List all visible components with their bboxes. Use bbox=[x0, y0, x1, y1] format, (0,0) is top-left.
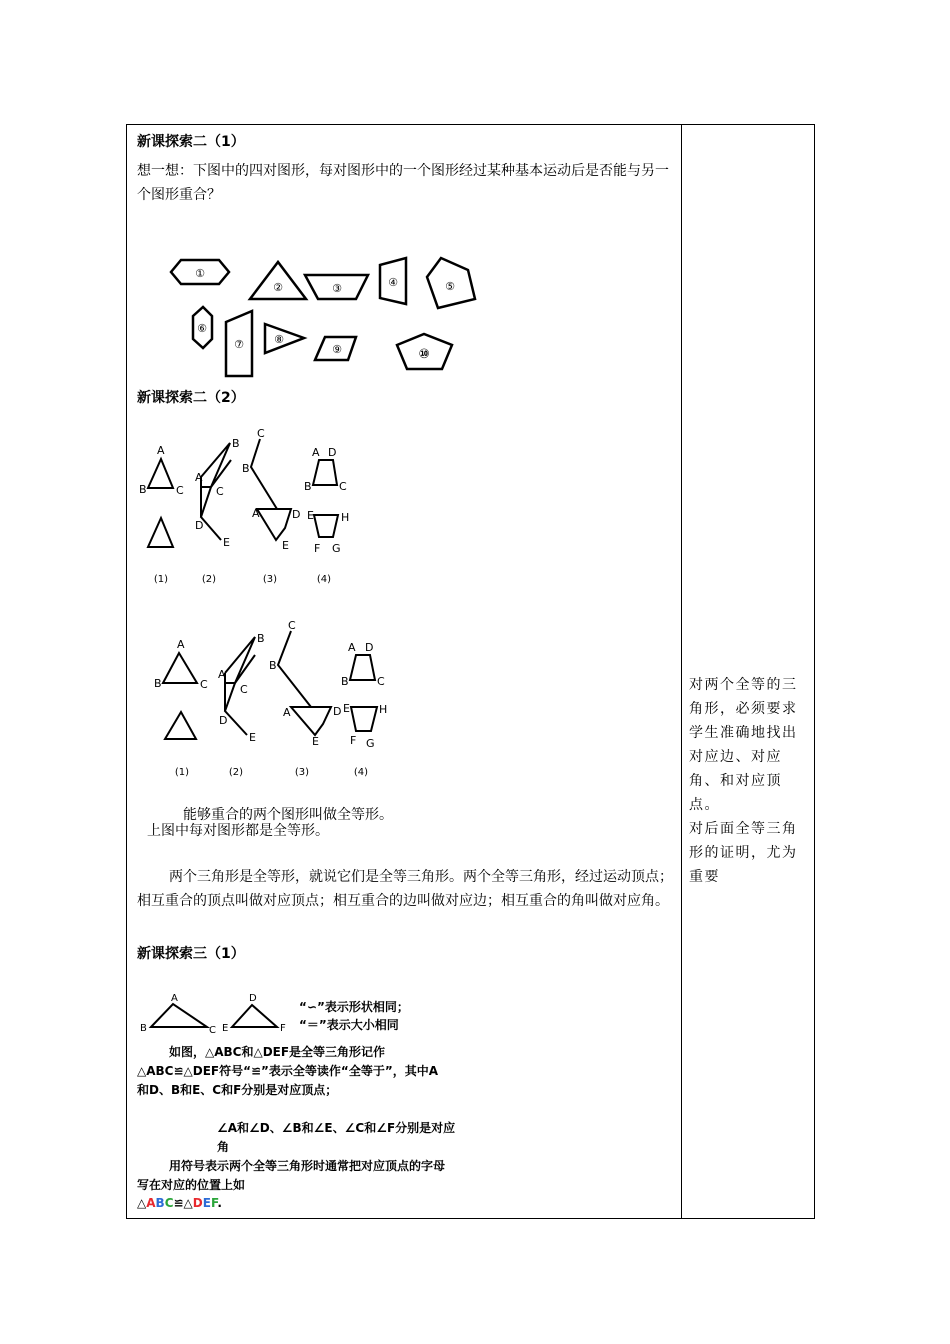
fig4-vertex-d: D bbox=[328, 446, 337, 459]
lesson-table bbox=[126, 124, 815, 1219]
fig-caption-2b: (2) bbox=[228, 767, 244, 778]
fig1b-vertex-b: B bbox=[154, 677, 162, 690]
formula-letter-f: F bbox=[210, 1196, 218, 1210]
fig3-vertex-b: B bbox=[242, 462, 250, 475]
fig-caption-3b: (3) bbox=[294, 767, 310, 778]
section-heading-1: 新课探索二（1） bbox=[137, 134, 245, 150]
fig4-vertex-g: G bbox=[332, 542, 341, 555]
fig4-vertex-e: E bbox=[307, 509, 314, 522]
fig1-vertex-b: B bbox=[139, 483, 147, 496]
formula-letter-c: C bbox=[164, 1196, 174, 1210]
section-heading-2: 新课探索二（2） bbox=[137, 390, 245, 406]
shape-label-6: ⑥ bbox=[197, 322, 207, 335]
fig4b-vertex-f: F bbox=[350, 734, 357, 747]
fig2-vertex-c: C bbox=[216, 485, 224, 498]
fig4b-vertex-a: A bbox=[348, 641, 356, 654]
tri1-vertex-a: A bbox=[171, 993, 178, 1004]
section-heading-3: 新课探索三（1） bbox=[137, 946, 245, 962]
tri2-vertex-e: E bbox=[222, 1023, 229, 1034]
notation-figure bbox=[137, 991, 467, 1211]
fig-caption-1: (1) bbox=[153, 574, 169, 585]
tri1-vertex-b: B bbox=[140, 1023, 147, 1034]
shape-label-2: ② bbox=[273, 281, 283, 294]
formula-letter-d: D bbox=[192, 1196, 203, 1210]
fig-caption-2: (2) bbox=[201, 574, 217, 585]
congruence-formula bbox=[137, 1195, 222, 1211]
fig3b-vertex-d: D bbox=[333, 705, 342, 718]
tri2-vertex-d: D bbox=[249, 993, 257, 1004]
fig-caption-3: (3) bbox=[262, 574, 278, 585]
fig3-vertex-d: D bbox=[292, 508, 301, 521]
fig1b-vertex-c: C bbox=[200, 678, 208, 691]
definition-congruent-figures: 能够重合的两个图形叫做全等形。 bbox=[183, 807, 393, 823]
statement-each-pair: 上图中每对图形都是全等形。 bbox=[147, 823, 329, 839]
column-divider bbox=[681, 125, 682, 1218]
fig4b-vertex-b: B bbox=[341, 675, 349, 688]
fig4-vertex-h: H bbox=[341, 511, 350, 524]
equal-symbol-note: “＝”表示大小相同 bbox=[299, 1018, 399, 1032]
fig4b-vertex-d: D bbox=[365, 641, 374, 654]
shape-label-4: ④ bbox=[388, 276, 398, 289]
notation-rule-paragraph: 用符号表示两个全等三角形时通常把对应顶点的字母写在对应的位置上如 bbox=[137, 1159, 446, 1192]
fig4b-vertex-c: C bbox=[377, 675, 385, 688]
fig-caption-1b: (1) bbox=[174, 767, 190, 778]
fig3b-vertex-e: E bbox=[312, 735, 319, 748]
shape-label-8: ⑧ bbox=[274, 333, 284, 346]
fig1-vertex-c: C bbox=[176, 484, 184, 497]
fig4b-vertex-h: H bbox=[379, 703, 388, 716]
fig2b-vertex-c: C bbox=[240, 683, 248, 696]
definition-congruent-triangles: 两个三角形是全等形，就说它们是全等三角形。两个全等三角形，经过运动顶点；相互重合的顶点叫做对应顶点；相互重合的边叫做对应边；相互重合的角叫做对应角。 bbox=[137, 869, 673, 909]
corresponding-angles-line: ∠A和∠D、∠B和∠E、∠C和∠F分别是对应角 bbox=[217, 1121, 456, 1154]
tri1-vertex-c: C bbox=[209, 1025, 216, 1036]
fig4b-vertex-e: E bbox=[343, 702, 350, 715]
fig2-vertex-a: A bbox=[195, 471, 203, 484]
fig-caption-4: (4) bbox=[316, 574, 332, 585]
teaching-notes-column bbox=[689, 673, 811, 889]
similar-symbol-note: “∽”表示形状相同； bbox=[299, 1000, 409, 1014]
section1-question: 想一想：下图中的四对图形，每对图形中的一个图形经过某种基本运动后是否能与另一个图形重合？ bbox=[137, 163, 669, 203]
fig1b-vertex-a: A bbox=[177, 638, 185, 651]
teaching-note-2: 对后面全等三角形的证明，尤为重要 bbox=[689, 821, 798, 885]
fig2b-vertex-a: A bbox=[218, 668, 226, 681]
formula-congruent-sign: ≌△ bbox=[173, 1196, 193, 1210]
formula-letter-b: B bbox=[155, 1196, 165, 1210]
shape-label-1: ① bbox=[195, 267, 205, 280]
formula-letter-a: A bbox=[146, 1196, 156, 1210]
shape-label-3: ③ bbox=[332, 282, 342, 295]
fig4-vertex-f: F bbox=[314, 542, 321, 555]
fig2-vertex-b: B bbox=[232, 437, 240, 450]
fig3b-vertex-b: B bbox=[269, 659, 277, 672]
tri2-vertex-f: F bbox=[280, 1023, 286, 1034]
shape-label-5: ⑤ bbox=[445, 280, 455, 293]
congruent-figures-top bbox=[137, 425, 357, 590]
shape-label-9: ⑨ bbox=[332, 343, 342, 356]
shape-label-10: ⑩ bbox=[418, 347, 430, 362]
fig2b-vertex-b: B bbox=[257, 632, 265, 645]
fig2b-vertex-e: E bbox=[249, 731, 256, 744]
teaching-note-1: 对两个全等的三角形，必须要求学生准确地找出对应边、对应角、和对应顶点。 bbox=[689, 677, 798, 813]
fig2-vertex-e: E bbox=[223, 536, 230, 549]
fig3b-vertex-c: C bbox=[288, 619, 296, 632]
fig3b-vertex-a: A bbox=[283, 706, 291, 719]
fig1-vertex-a: A bbox=[157, 444, 165, 457]
fig3-vertex-a: A bbox=[252, 507, 260, 520]
fig4-vertex-c: C bbox=[339, 480, 347, 493]
formula-period: . bbox=[217, 1196, 222, 1210]
fig3-vertex-e: E bbox=[282, 539, 289, 552]
fig4-vertex-a: A bbox=[312, 446, 320, 459]
congruence-notation-paragraph: 如图，△ABC和△DEF是全等三角形记作△ABC≌△DEF符号“≌”表示全等读作“全等于”，其中A和D、B和E、C和F分别是对应顶点； bbox=[137, 1045, 438, 1097]
congruent-figures-bottom bbox=[151, 617, 391, 782]
shape-label-7: ⑦ bbox=[234, 338, 244, 351]
formula-letter-e: E bbox=[202, 1196, 211, 1210]
fig2b-vertex-d: D bbox=[219, 714, 228, 727]
notation-triangles bbox=[137, 991, 297, 1039]
fig4b-vertex-g: G bbox=[366, 737, 375, 750]
fig4-vertex-b: B bbox=[304, 480, 312, 493]
fig2-vertex-d: D bbox=[195, 519, 204, 532]
shapes-figure bbox=[165, 253, 485, 383]
fig3-vertex-c: C bbox=[257, 427, 265, 440]
fig-caption-4b: (4) bbox=[353, 767, 369, 778]
formula-triangle-1: △ bbox=[137, 1196, 147, 1210]
